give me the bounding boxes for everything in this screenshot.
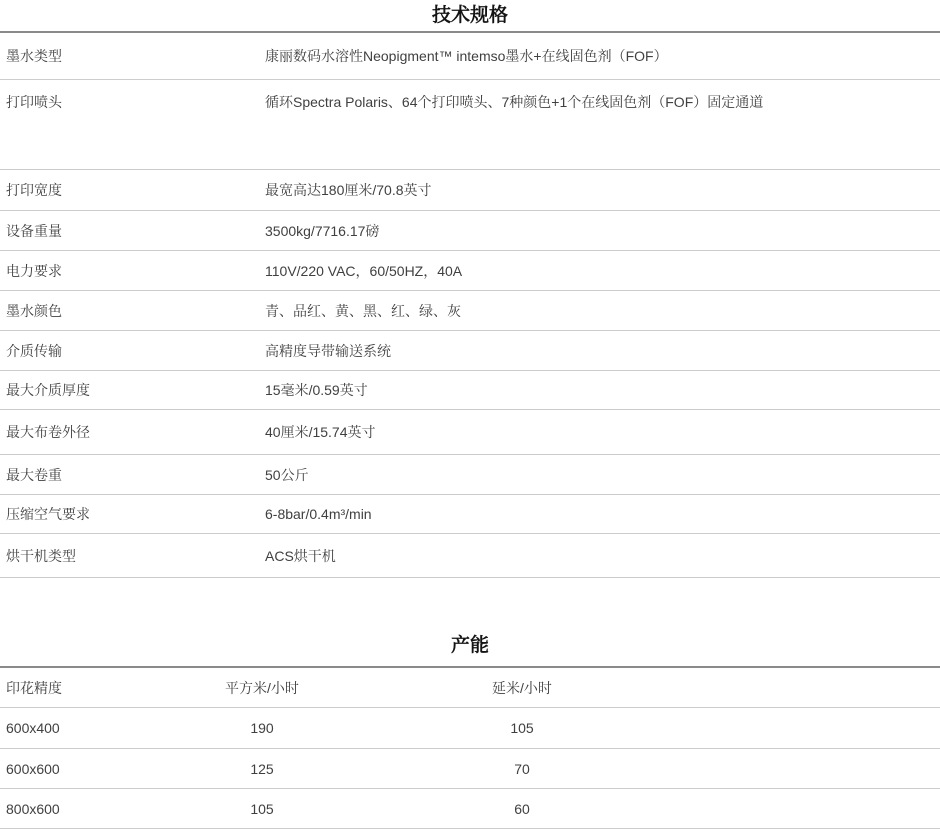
spec-value: ACS烘干机 [265,547,336,564]
spec-value: 3500kg/7716.17磅 [265,222,380,239]
spec-table [0,33,940,578]
capacity-header-linear-m-per-hour: 延米/小时 [492,679,552,696]
capacity-sqm-value: 190 [250,720,274,736]
capacity-sqm-value: 105 [250,800,274,817]
capacity-linear-m-value: 105 [510,720,534,736]
spec-value: 40厘米/15.74英寸 [265,424,376,440]
spec-row-ink-type [0,33,940,80]
capacity-sqm-value: 125 [250,760,274,777]
capacity-row-600x400 [0,708,940,749]
spec-label: 打印喷头 [6,94,62,110]
spec-row-roll-diameter [0,410,940,455]
spec-label: 最大介质厚度 [6,382,90,398]
spec-label: 烘干机类型 [6,547,76,564]
spec-value: 6-8bar/0.4m³/min [265,506,372,522]
spec-label: 压缩空气要求 [6,506,90,522]
spec-value: 110V/220 VAC，60/50HZ，40A [265,262,463,279]
spec-value: 循环Spectra Polaris、64个打印喷头、7种颜色+1个在线固色剂（FOF）固定通道 [265,94,764,110]
spec-row-weight [0,211,940,251]
spec-label: 打印宽度 [6,182,62,198]
capacity-header-row [0,668,940,708]
spec-label: 设备重量 [6,222,62,239]
capacity-row-600x600 [0,749,940,789]
spec-row-media-thickness [0,371,940,410]
capacity-header-sqm-per-hour: 平方米/小时 [225,679,299,696]
spec-row-power [0,251,940,291]
spec-label: 最大布卷外径 [6,424,90,440]
capacity-resolution: 800x600 [6,800,60,817]
spec-row-print-heads [0,80,940,170]
spec-label: 电力要求 [6,262,62,279]
spec-row-roll-weight [0,455,940,495]
spec-section-title: 技术规格 [431,5,508,26]
capacity-resolution: 600x600 [6,760,60,777]
capacity-header-resolution: 印花精度 [6,679,62,696]
spec-row-media-transport [0,331,940,371]
spec-value: 高精度导带输送系统 [265,342,391,359]
capacity-table [0,668,940,829]
spec-value: 最宽高达180厘米/70.8英寸 [265,182,432,198]
spec-value: 康丽数码水溶性Neopigment™ intemso墨水+在线固色剂（FOF） [265,48,668,64]
spec-label: 墨水类型 [6,48,62,64]
capacity-section [0,632,940,829]
spec-label: 墨水颜色 [6,302,62,319]
capacity-row-800x600 [0,789,940,829]
spec-value: 50公斤 [265,466,309,483]
spec-value: 青、品红、黄、黑、红、绿、灰 [265,302,461,319]
capacity-linear-m-value: 60 [514,800,530,817]
spec-label: 最大卷重 [6,466,62,483]
spec-value: 15毫米/0.59英寸 [265,382,368,398]
spec-label: 介质传输 [6,342,62,359]
capacity-linear-m-value: 70 [514,760,530,777]
spec-row-print-width [0,170,940,211]
spec-row-dryer-type [0,534,940,578]
capacity-section-title: 产能 [450,635,489,656]
spec-row-ink-colors [0,291,940,331]
spec-row-compressed-air [0,495,940,534]
capacity-resolution: 600x400 [6,720,60,736]
